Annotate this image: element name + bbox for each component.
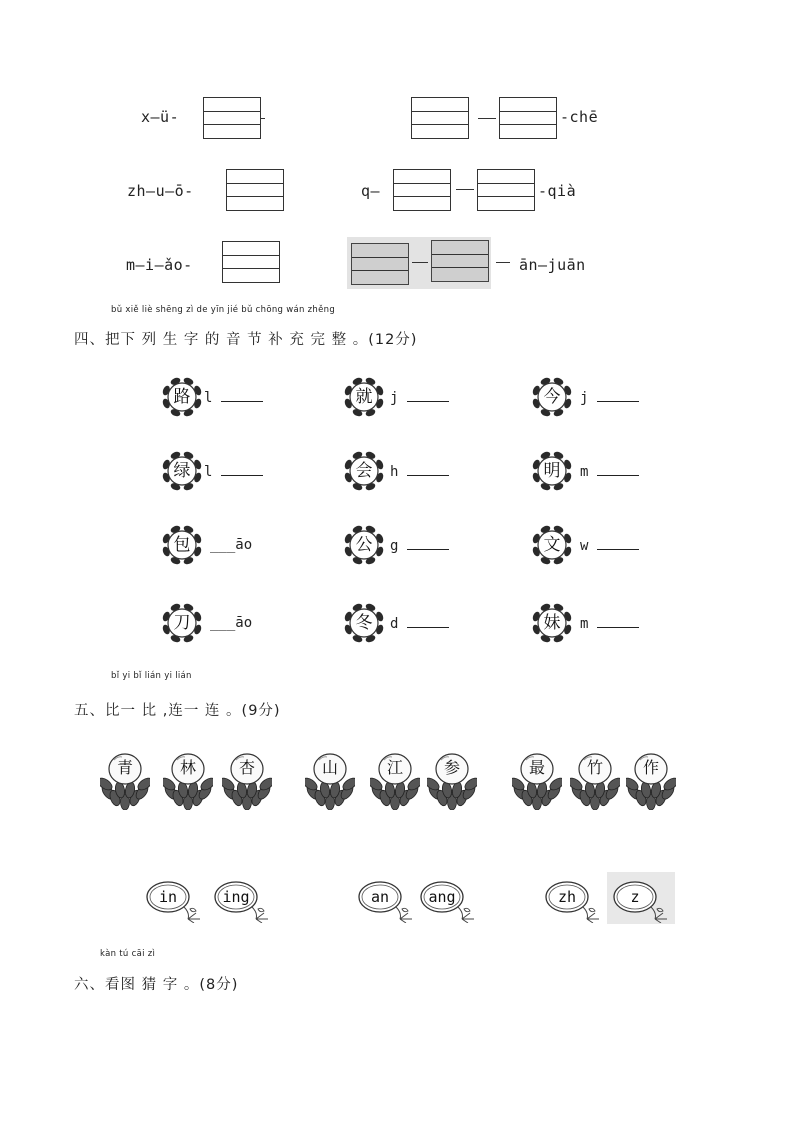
balloon-label: ang [428, 888, 456, 906]
fruit-character: 青 [116, 758, 133, 777]
connector-dash [412, 262, 428, 263]
answer-line[interactable] [407, 537, 449, 550]
fruit-character: 竹 [586, 758, 603, 777]
row2-right-prefix: q— [361, 182, 381, 200]
fruit-card[interactable] [222, 748, 272, 810]
syllable-hint: d [390, 616, 399, 632]
fruit-card[interactable] [163, 748, 213, 810]
syllable-blank[interactable] [390, 463, 449, 480]
character-badge [530, 375, 574, 419]
writing-box[interactable] [222, 241, 280, 283]
character-label: 文 [543, 535, 561, 555]
character-label: 冬 [355, 613, 373, 633]
answer-line[interactable] [597, 463, 639, 476]
syllable-blank[interactable] [390, 537, 449, 554]
connector-dash [496, 262, 510, 263]
row1-right-suffix: -chē [560, 108, 599, 126]
writing-box[interactable] [411, 97, 469, 139]
balloon-label: zh [557, 888, 577, 906]
writing-box[interactable] [431, 240, 489, 282]
pinyin-balloon[interactable] [212, 879, 272, 923]
writing-box[interactable] [477, 169, 535, 211]
syllable-hint: j [580, 390, 589, 406]
character-label: 就 [355, 387, 373, 407]
syllable-hint: w [580, 538, 589, 554]
syllable-hint: l [204, 390, 213, 406]
syllable-blank[interactable] [580, 389, 639, 406]
syllable-hint: j [390, 390, 399, 406]
fruit-character: 杏 [238, 758, 255, 777]
answer-line[interactable] [407, 389, 449, 402]
syllable-hint: l [204, 464, 213, 480]
syllable-hint: h [390, 464, 399, 480]
connector-dash [478, 118, 496, 119]
row3-right-suffix: ān—juān [519, 256, 586, 274]
section6-heading: 六、看图 猜 字 。(8分) [74, 977, 239, 993]
character-badge [342, 375, 386, 419]
fruit-character: 山 [321, 758, 338, 777]
syllable-blank[interactable] [580, 537, 639, 554]
fruit-card[interactable] [370, 748, 420, 810]
syllable-hint: g [390, 538, 399, 554]
character-label: 会 [355, 461, 373, 481]
character-badge [160, 375, 204, 419]
character-badge [342, 601, 386, 645]
syllable-hint: m [580, 464, 589, 480]
pinyin-balloon[interactable] [611, 879, 671, 923]
syllable-blank[interactable] [204, 389, 263, 406]
answer-line[interactable] [597, 389, 639, 402]
answer-line[interactable] [407, 463, 449, 476]
fruit-card[interactable] [626, 748, 676, 810]
answer-line[interactable] [597, 537, 639, 550]
fruit-character: 江 [386, 758, 403, 777]
character-badge [160, 601, 204, 645]
fruit-card[interactable] [512, 748, 562, 810]
character-label: 今 [543, 387, 561, 407]
balloon-label: z [630, 888, 640, 906]
row2-right-suffix: -qià [538, 182, 577, 200]
answer-line[interactable] [597, 615, 639, 628]
row2-left-prefix: zh—u—ō- [127, 182, 194, 200]
section5-pinyin: bǐ yi bǐ lián yi lián [111, 671, 192, 681]
pinyin-balloon[interactable] [418, 879, 478, 923]
fruit-card[interactable] [100, 748, 150, 810]
character-label: 包 [173, 535, 191, 555]
syllable-blank[interactable] [210, 615, 252, 631]
balloon-label: an [370, 888, 390, 906]
syllable-blank[interactable] [210, 537, 252, 553]
character-badge [530, 523, 574, 567]
character-label: 刀 [173, 613, 191, 633]
section4-pinyin: bǔ xiě liè shēng zì de yīn jié bǔ chōng wán zhěng [111, 305, 336, 315]
writing-box[interactable] [499, 97, 557, 139]
fruit-card[interactable] [570, 748, 620, 810]
balloon-label: in [158, 888, 178, 906]
syllable-blank[interactable] [390, 389, 449, 406]
character-badge [160, 449, 204, 493]
pinyin-balloon[interactable] [356, 879, 416, 923]
answer-line[interactable] [221, 463, 263, 476]
section4-heading: 四、把下 列 生 字 的 音 节 补 充 完 整 。(12分) [74, 332, 418, 348]
character-badge [342, 449, 386, 493]
row1-left-prefix: x—ü- [141, 108, 180, 126]
answer-line[interactable] [221, 389, 263, 402]
character-badge [530, 601, 574, 645]
fruit-card[interactable] [305, 748, 355, 810]
answer-line[interactable] [407, 615, 449, 628]
fruit-character: 林 [179, 758, 196, 777]
character-label: 公 [355, 535, 373, 555]
character-badge [530, 449, 574, 493]
fruit-card[interactable] [427, 748, 477, 810]
character-badge [160, 523, 204, 567]
connector-dash [261, 118, 265, 119]
syllable-blank[interactable] [390, 615, 449, 632]
syllable-hint: m [580, 616, 589, 632]
writing-box[interactable] [203, 97, 261, 139]
writing-box[interactable] [226, 169, 284, 211]
pinyin-balloon[interactable] [543, 879, 603, 923]
section5-heading: 五、比一 比 ,连一 连 。(9分) [74, 703, 281, 719]
row3-left-prefix: m—i—ǎo- [126, 256, 193, 274]
writing-box[interactable] [393, 169, 451, 211]
section6-pinyin: kàn tú cāi zì [100, 949, 156, 959]
syllable-hint: ___āo [210, 537, 253, 553]
fruit-character: 作 [642, 758, 659, 777]
pinyin-balloon[interactable] [144, 879, 204, 923]
connector-dash [456, 189, 474, 190]
syllable-blank[interactable] [204, 463, 263, 480]
writing-box[interactable] [351, 243, 409, 285]
character-badge [342, 523, 386, 567]
character-label: 路 [173, 387, 191, 407]
character-label: 明 [543, 461, 561, 481]
fruit-character: 参 [443, 758, 460, 777]
syllable-blank[interactable] [580, 463, 639, 480]
character-label: 绿 [173, 461, 191, 481]
fruit-character: 最 [528, 758, 545, 777]
syllable-hint: ___āo [210, 615, 253, 631]
syllable-blank[interactable] [580, 615, 639, 632]
character-label: 妹 [543, 613, 561, 633]
balloon-label: ing [222, 888, 250, 906]
